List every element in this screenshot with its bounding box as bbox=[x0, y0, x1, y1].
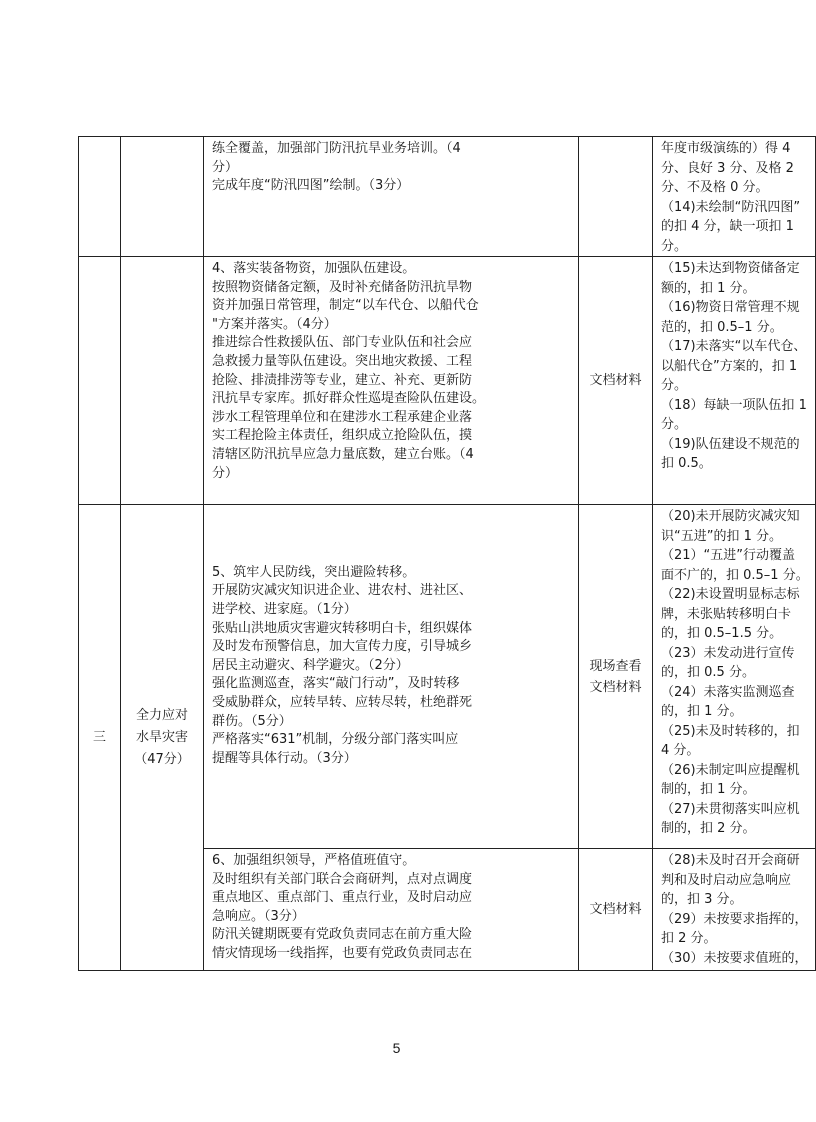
table-row bbox=[79, 257, 816, 505]
content-cell bbox=[204, 257, 579, 505]
method-cell bbox=[579, 505, 653, 849]
deduction-line: 制的，扣 1 分。 bbox=[661, 782, 756, 797]
content-line: 4、落实装备物资，加强队伍建设。 bbox=[212, 261, 416, 276]
deduction-line: 识“五进”的扣 1 分。 bbox=[661, 528, 783, 544]
content-line: 推进综合性救援队伍、部门专业队伍和社会应 bbox=[212, 335, 473, 351]
item-number-cell bbox=[79, 505, 121, 971]
method-label: 文档材料 bbox=[589, 902, 642, 917]
content-line: 资并加强日常管理，制定“以车代仓、以船代仓 bbox=[212, 298, 479, 314]
content-line: 及时组织有关部门联合会商研判，点对点调度 bbox=[212, 871, 473, 887]
content-line: 抢险、排渍排涝等专业，建立、补充、更新防 bbox=[212, 372, 473, 388]
deduction-line: 4 分。 bbox=[661, 743, 700, 758]
deduction-line: 的，扣 0.5–1.5 分。 bbox=[661, 626, 783, 641]
content-line: 分） bbox=[212, 465, 239, 481]
deduction-line: 年度市级演练的）得 4 bbox=[661, 141, 791, 156]
content-line: 急响应。（3分） bbox=[212, 908, 305, 924]
deduction-line: 分。 bbox=[661, 378, 688, 393]
content-line: 进学校、进家庭。（1分） bbox=[212, 601, 357, 617]
content-line: 5、筑牢人民防线，突出避险转移。 bbox=[212, 564, 416, 580]
category-cell bbox=[121, 137, 204, 257]
deduction-line: 扣 0.5。 bbox=[661, 456, 712, 471]
deduction-line: （19)队伍建设不规范的 bbox=[661, 436, 800, 452]
deduction-line: 的，扣 1 分。 bbox=[661, 704, 743, 719]
content-line: 情灾情现场一线指挥，也要有党政负责同志在 bbox=[212, 945, 473, 961]
deduction-line: 范的，扣 0.5–1 分。 bbox=[661, 319, 783, 335]
deduction-line: 分、良好 3 分、及格 2 bbox=[661, 160, 794, 176]
deduction-line: （18）每缺一项队伍扣 1 bbox=[661, 397, 807, 413]
content-line: 受威胁群众，应转早转、应转尽转，杜绝群死 bbox=[212, 694, 473, 710]
content-line: 张贴山洪地质灾害避灾转移明白卡，组织媒体 bbox=[212, 620, 473, 636]
content-line bbox=[212, 508, 572, 527]
content-cell bbox=[204, 505, 579, 849]
deduction-line: （17)未落实“以车代仓、 bbox=[661, 339, 807, 354]
deduction-line: （20)未开展防灾减灾知 bbox=[661, 509, 800, 524]
deduction-cell bbox=[653, 849, 816, 971]
category-cell bbox=[121, 257, 204, 505]
deduction-line: （14)未绘制“防汛四图” bbox=[661, 199, 801, 215]
content-line: 强化监测巡查，落实“敲门行动”，及时转移 bbox=[212, 676, 460, 692]
content-line: 提醒等具体行动。（3分） bbox=[212, 750, 357, 766]
content-line: 按照物资储备定额，及时补充储备防汛抗旱物 bbox=[212, 279, 473, 295]
deduction-line: （27)未贯彻落实叫应机 bbox=[661, 801, 800, 817]
deduction-line: 扣 2 分。 bbox=[661, 931, 717, 946]
deduction-cell bbox=[653, 137, 816, 257]
deduction-line: （28)未及时召开会商研 bbox=[661, 853, 800, 868]
deduction-line: 制的，扣 2 分。 bbox=[661, 821, 756, 836]
content-line: 汛抗旱专家库。抓好群众性巡堤查险队伍建设。 bbox=[212, 391, 486, 407]
content-line: 群伤。（5分） bbox=[212, 713, 292, 729]
method-cell bbox=[579, 849, 653, 971]
content-line: 急救援力量等队伍建设。突出地灾救援、工程 bbox=[212, 353, 473, 369]
deduction-line: 面不广的，扣 0.5–1 分。 bbox=[661, 567, 809, 583]
category-label: 全力应对 bbox=[135, 707, 188, 723]
content-line: 居民主动避灾、科学避灾。（2分） bbox=[212, 657, 409, 673]
deduction-line: （23）未发动进行宣传 bbox=[661, 645, 795, 661]
category-label: 水旱灾害 bbox=[135, 729, 188, 745]
content-line: 6、加强组织领导，严格值班值守。 bbox=[212, 853, 416, 868]
category-score: （47分） bbox=[134, 751, 190, 767]
deduction-line: 的，扣 0.5 分。 bbox=[661, 665, 755, 680]
item-number-cell bbox=[79, 137, 121, 257]
item-number-cell bbox=[79, 257, 121, 505]
deduction-line: 以船代仓”方案的，扣 1 bbox=[661, 358, 798, 374]
deduction-line: （16)物资日常管理不规 bbox=[661, 300, 800, 315]
deduction-cell bbox=[653, 505, 816, 849]
deduction-line: （30）未按要求值班的， bbox=[661, 950, 808, 966]
content-line: "方案并落实。（4分） bbox=[212, 316, 337, 332]
deduction-line: （22)未设置明显标志标 bbox=[661, 587, 800, 602]
method-label: 现场查看 bbox=[589, 658, 642, 674]
method-label: 文档材料 bbox=[589, 373, 642, 388]
content-cell bbox=[204, 849, 579, 971]
content-line: 练全覆盖，加强部门防汛抗旱业务培训。（4 bbox=[212, 141, 461, 156]
deduction-line: （24）未落实监测巡查 bbox=[661, 684, 795, 700]
content-line: 严格落实“631”机制，分级分部门落实叫应 bbox=[212, 732, 459, 748]
content-line bbox=[212, 527, 572, 546]
deduction-line: 分。 bbox=[661, 417, 688, 432]
assessment-table bbox=[78, 136, 816, 971]
deduction-line: 的扣 4 分，缺一项扣 1 bbox=[661, 219, 794, 234]
deduction-line: （15)未达到物资储备定 bbox=[661, 261, 800, 276]
page-number: 5 bbox=[392, 1040, 401, 1056]
deduction-line: 分。 bbox=[661, 238, 688, 254]
method-cell bbox=[579, 137, 653, 257]
content-line: 开展防灾减灾知识进企业、进农村、进社区、 bbox=[212, 583, 473, 599]
deduction-line: （25)未及时转移的，扣 bbox=[661, 723, 800, 739]
table-row bbox=[79, 505, 816, 849]
method-cell bbox=[579, 257, 653, 505]
deduction-line: （21）“五进”行动覆盖 bbox=[661, 548, 796, 563]
deduction-line: （29）未按要求指挥的， bbox=[661, 911, 808, 927]
content-line: 及时发布预警信息，加大宣传力度，引导城乡 bbox=[212, 639, 473, 655]
deduction-line: 额的，扣 1 分。 bbox=[661, 280, 756, 296]
deduction-line: 判和及时启动应急响应 bbox=[661, 872, 792, 888]
content-line bbox=[212, 545, 572, 564]
content-line: 重点地区、重点部门、重点行业，及时启动应 bbox=[212, 890, 473, 906]
deduction-cell bbox=[653, 257, 816, 505]
method-label: 文档材料 bbox=[589, 679, 642, 695]
content-line: 防汛关键期既要有党政负责同志在前方重大险 bbox=[212, 927, 473, 943]
deduction-line: 牌，未张贴转移明白卡 bbox=[661, 606, 792, 622]
table-row bbox=[79, 137, 816, 257]
content-line: 分） bbox=[212, 159, 239, 175]
content-line: 涉水工程管理单位和在建涉水工程承建企业落 bbox=[212, 409, 473, 425]
content-line: 清辖区防汛抗旱应急力量底数，建立台账。（4 bbox=[212, 446, 474, 462]
content-cell bbox=[204, 137, 579, 257]
category-cell bbox=[121, 505, 204, 971]
item-number: 三 bbox=[92, 730, 106, 745]
deduction-line: 分、不及格 0 分。 bbox=[661, 180, 769, 195]
deduction-line: 的，扣 3 分。 bbox=[661, 892, 743, 907]
content-line: 实工程抢险主体责任，组织成立抢险队伍，摸 bbox=[212, 428, 473, 444]
deduction-line: （26)未制定叫应提醒机 bbox=[661, 762, 800, 778]
content-line: 完成年度“防汛四图”绘制。（3分） bbox=[212, 178, 410, 194]
